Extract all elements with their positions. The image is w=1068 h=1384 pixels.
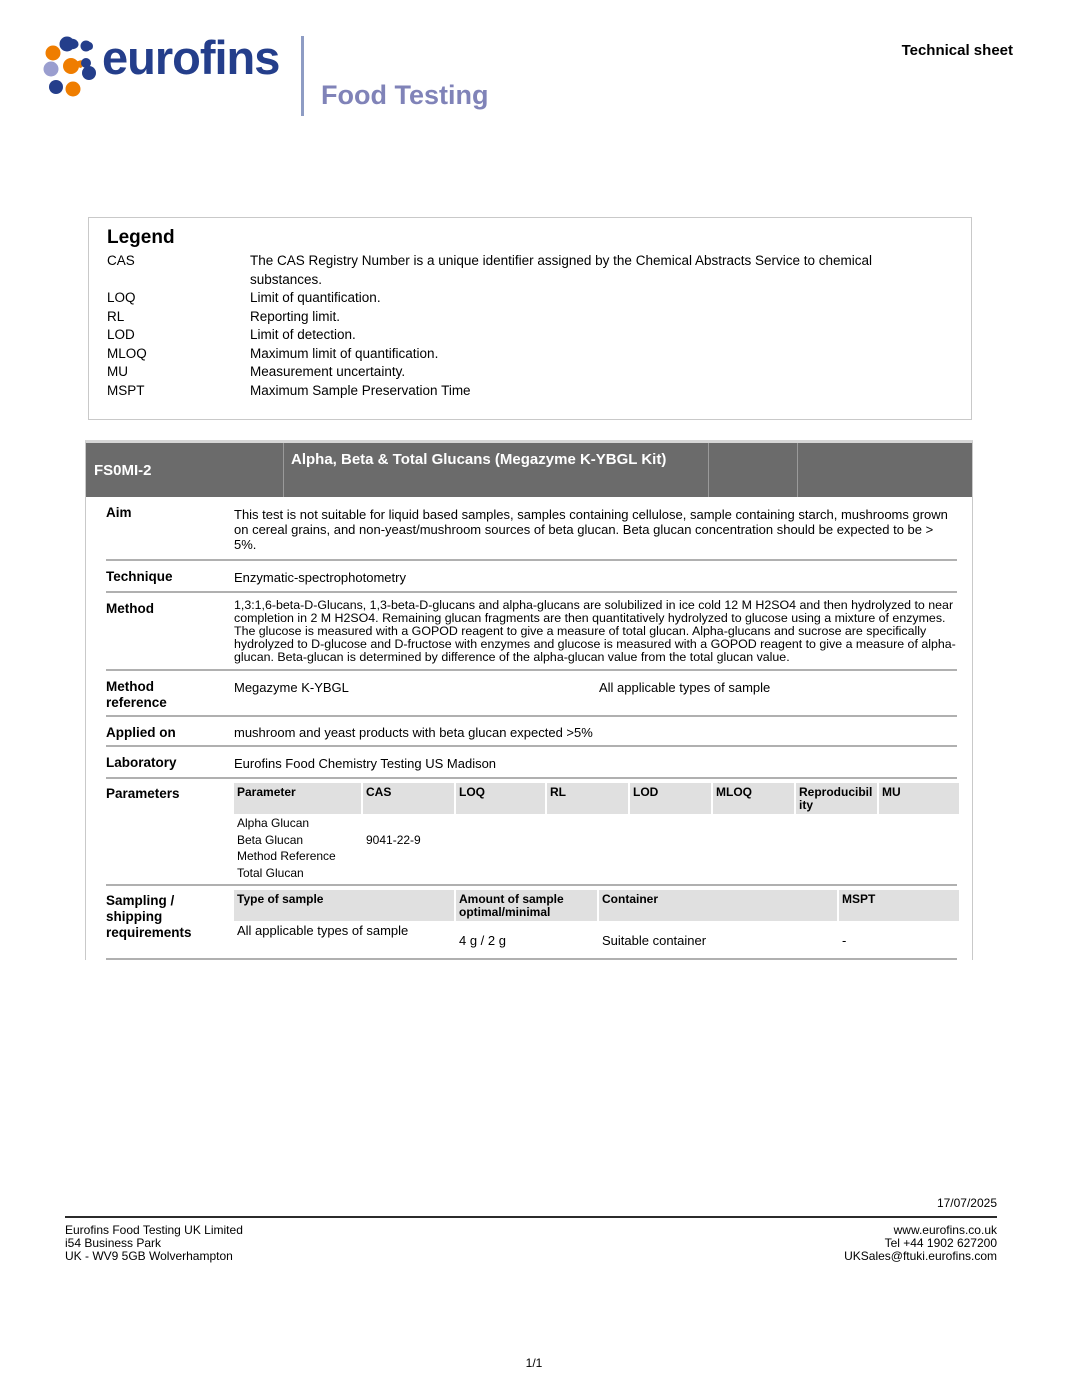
legend-term: MLOQ (107, 345, 147, 361)
row-label: Sampling / shipping requirements (106, 893, 192, 940)
legend-definition: Maximum Sample Preservation Time (250, 382, 471, 398)
table-bottom-border (106, 958, 957, 960)
parameter-cas: 9041-22-9 (366, 832, 421, 847)
sampling-row (234, 921, 959, 954)
legend-term: MSPT (107, 382, 145, 398)
col-mloq: MLOQ (713, 783, 796, 814)
technique-text: Enzymatic-spectrophotometry (234, 570, 406, 585)
eurofins-logo-icon (40, 28, 110, 98)
applied-on-text: mushroom and yeast products with beta glucan expected >5% (234, 725, 593, 740)
footer-contact (844, 1224, 997, 1262)
sampling-header-row (234, 890, 959, 921)
method-reference-applicability: All applicable types of sample (599, 680, 771, 695)
document-type-title: Technical sheet (901, 42, 1013, 59)
parameter-cas (363, 847, 456, 864)
row-label: Parameters (106, 786, 180, 801)
col-cas: CAS (363, 783, 456, 814)
footer-date: 17/07/2025 (936, 1196, 997, 1210)
legend-definition: The CAS Registry Number is a unique identifier assigned by the Chemical Abstracts Service to chemical substances. (250, 253, 873, 287)
col-type-of-sample: Type of sample (234, 890, 456, 921)
legend-term: CAS (107, 253, 135, 268)
test-code: FS0MI-2 (86, 443, 284, 497)
method-reference-value: Megazyme K-YBGL (234, 680, 349, 695)
contact-phone: Tel +44 1902 627200 (884, 1235, 997, 1250)
parameter-cas (363, 864, 456, 881)
row-technique (86, 561, 972, 591)
row-label: Technique (106, 569, 173, 584)
parameters-subtable (234, 779, 974, 884)
legend-definition: Measurement uncertainty. (250, 364, 406, 379)
row-method (86, 593, 972, 669)
laboratory-text: Eurofins Food Chemistry Testing US Madison (234, 756, 497, 771)
method-reference-content (234, 671, 972, 715)
header-empty-cell (798, 443, 972, 497)
row-sampling-shipping (86, 886, 972, 958)
parameter-name: Method Reference (237, 849, 336, 863)
row-aim (86, 497, 972, 559)
sampling-type: All applicable types of sample (237, 923, 409, 938)
legend-term: LOD (107, 327, 135, 342)
parameters-header-row (234, 783, 959, 814)
parameter-row (234, 864, 959, 881)
contact-website: www.eurofins.co.uk (893, 1223, 997, 1237)
sampling-container: Suitable container (602, 933, 707, 948)
sampling-mspt: - (842, 933, 847, 948)
brand-divider (301, 36, 304, 116)
legend-box (88, 217, 972, 420)
parameter-row (234, 847, 959, 864)
row-label: Method (106, 601, 154, 616)
legend-definition: Limit of detection. (250, 327, 356, 342)
legend-item-loq (107, 289, 961, 308)
legend-definition: Limit of quantification. (250, 290, 381, 305)
parameter-cas (363, 814, 456, 831)
row-label: Laboratory (106, 755, 177, 770)
legend-definition: Maximum limit of quantification. (250, 345, 439, 361)
header-empty-cell (709, 443, 798, 497)
col-parameter: Parameter (234, 783, 363, 814)
row-label: Applied on (106, 725, 176, 740)
col-reproducibility: Reproducibility (796, 783, 879, 814)
legend-term: RL (107, 308, 125, 324)
footer-company-address (65, 1224, 243, 1262)
col-container: Container (599, 890, 839, 921)
page-number: 1/1 (525, 1356, 543, 1370)
footer-rule (65, 1216, 997, 1218)
sampling-amount: 4 g / 2 g (459, 933, 506, 948)
brand-name: eurofins (102, 31, 280, 84)
legend-item-mspt (107, 382, 961, 401)
contact-email: UKSales@ftuki.eurofins.com (844, 1248, 997, 1263)
division-name: Food Testing (321, 80, 489, 110)
test-title: Alpha, Beta & Total Glucans (Megazyme K-YBGL Kit) (284, 443, 709, 497)
legend-item-cas (107, 252, 961, 289)
company-city: UK - WV9 5GB Wolverhampton (65, 1248, 233, 1263)
company-street: i54 Business Park (65, 1235, 162, 1250)
col-loq: LOQ (456, 783, 547, 814)
legend-item-rl (107, 308, 961, 327)
sampling-subtable (234, 886, 974, 958)
row-method-reference (86, 671, 972, 715)
legend-title: Legend (107, 227, 175, 248)
parameter-name: Alpha Glucan (237, 816, 310, 830)
row-label: Method reference (106, 679, 167, 710)
row-label: Aim (106, 505, 132, 520)
legend-item-lod (107, 326, 961, 345)
row-laboratory (86, 747, 972, 777)
test-sheet-header (86, 443, 972, 497)
parameter-row (234, 831, 959, 848)
col-mu: MU (879, 783, 959, 814)
parameter-row (234, 814, 959, 831)
parameter-name: Total Glucan (237, 865, 304, 880)
row-parameters (86, 779, 972, 884)
legend-item-mu (107, 363, 961, 382)
parameter-name: Beta Glucan (237, 832, 304, 847)
legend-item-mloq (107, 345, 961, 364)
row-applied-on (86, 717, 972, 745)
aim-text: This test is not suitable for liquid based samples, samples containing cellulose, sample containing starch, mushrooms grown on cereal grains, and non-yeast/mushroom sources of beta glucan. Beta glucan concentration should be expected to be > 5%. (234, 507, 948, 552)
col-mspt: MSPT (839, 890, 959, 921)
method-text: 1,3:1,6-beta-D-Glucans, 1,3-beta-D-glucans and alpha-glucans are solubilized in ice cold 12 M H2SO4 and then hydrolyzed to near completion in 2 M H2SO4. Remaining glucan fragments are then quantitatively hydrolyzed to glucose using a mixture of enzymes. The glucose is measured with a GOPOD reagent to give a measure of total glucan. Alpha-glucans and sucrose are specifically hydrolyzed to D-glucose and D-fructose with enzymes and glucose is measured with a GOPOD reagent to give a measure of alpha-glucan. Beta-glucan is determined by difference of the alpha-glucan value from the total glucan value. (234, 598, 956, 664)
company-name: Eurofins Food Testing UK Limited (65, 1223, 243, 1237)
test-sheet-table (85, 440, 973, 960)
legend-term: MU (107, 364, 128, 379)
col-amount: Amount of sample optimal/minimal (456, 890, 599, 921)
col-lod: LOD (630, 783, 713, 814)
legend-definition: Reporting limit. (250, 308, 341, 324)
col-rl: RL (547, 783, 630, 814)
legend-term: LOQ (107, 290, 136, 305)
